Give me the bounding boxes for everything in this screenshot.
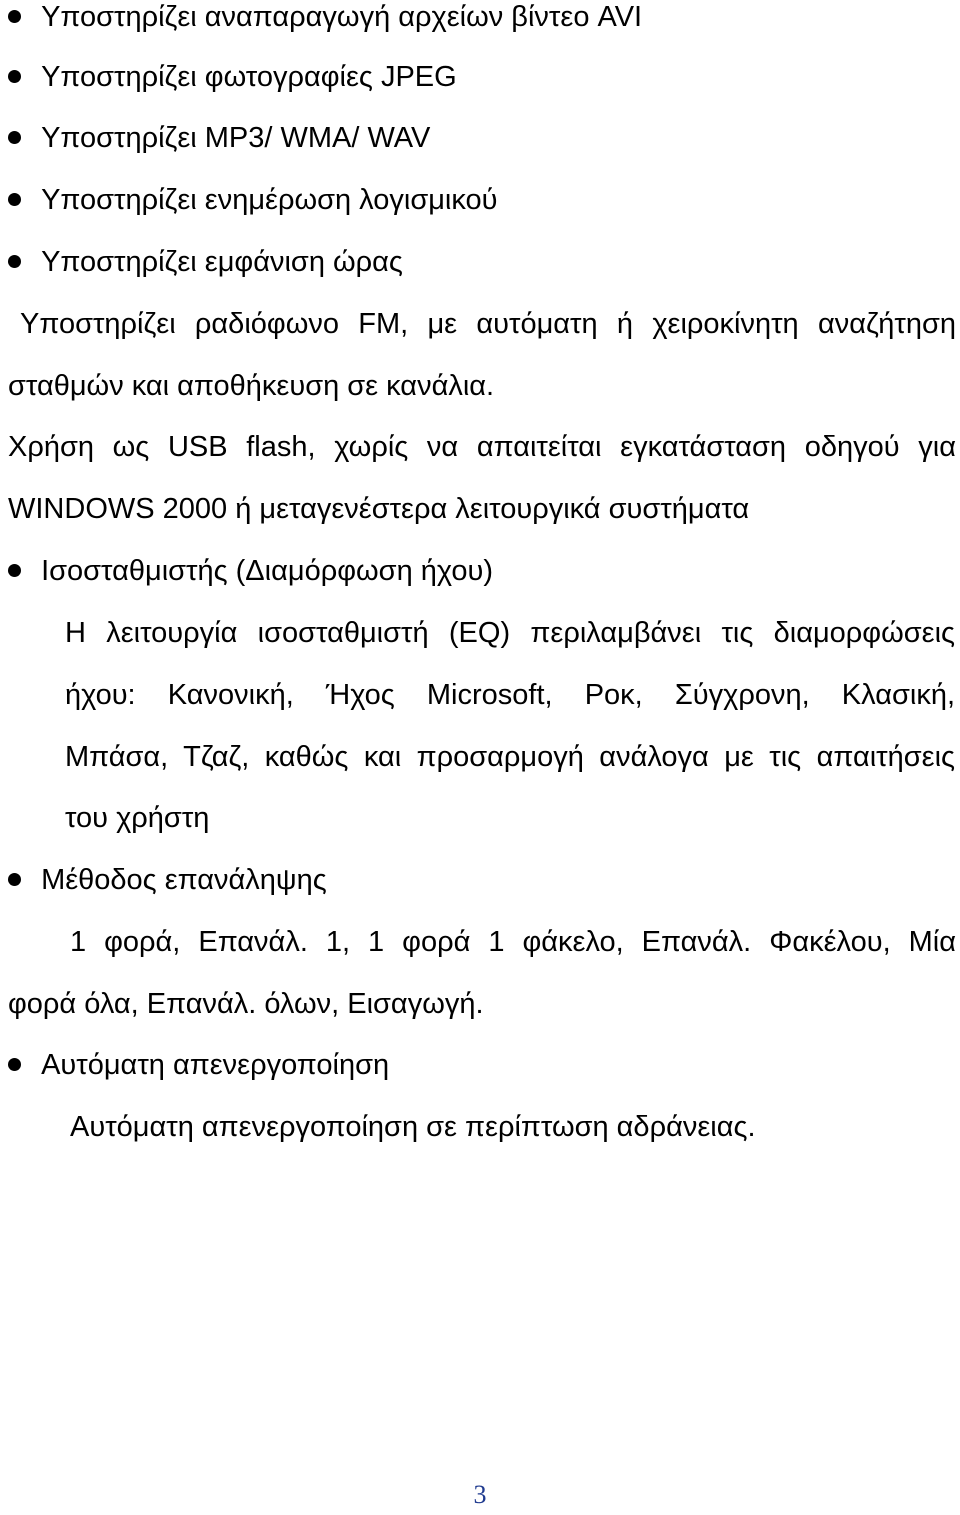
bullet-text: Υποστηρίζει φωτογραφίες JPEG [41, 61, 457, 93]
bullet-text: Υποστηρίζει αναπαραγωγή αρχείων βίντεο AVI [41, 1, 643, 33]
bullet-fm-radio [8, 307, 956, 342]
bullet-text: Υποστηρίζει ενημέρωση λογισμικού [41, 184, 498, 216]
bullet-dot-icon [8, 564, 21, 577]
page-number: 3 [473, 1480, 487, 1509]
bullet-dot-icon [8, 70, 21, 83]
bullet-avi [8, 0, 960, 34]
bullet-software-update [8, 183, 960, 217]
bullet-equalizer [8, 554, 960, 588]
bullet-dot-icon [8, 873, 21, 886]
bullet-dot-icon [8, 1058, 21, 1071]
bullet-jpeg [8, 60, 960, 94]
eq-line-3: Μπάσα, Τζαζ, καθώς και προσαρμογή ανάλογα με τις απαιτήσεις [65, 741, 955, 773]
bullet-text: Υποστηρίζει MP3/ WMA/ WAV [41, 122, 431, 154]
bullet-auto-power-off [8, 1048, 960, 1082]
repeat-line-2: φορά όλα, Επανάλ. όλων, Εισαγωγή. [8, 988, 484, 1020]
bullet-audio-formats [8, 121, 960, 155]
fm-line-1: Υποστηρίζει ραδιόφωνο FM, με αυτόματη ή χειροκίνητη αναζήτηση [20, 308, 956, 340]
eq-line-1: Η λειτουργία ισοσταθμιστή (EQ) περιλαμβάνει τις διαμορφώσεις [65, 617, 955, 649]
usb-line-2: WINDOWS 2000 ή μεταγενέστερα λειτουργικά συστήματα [8, 493, 750, 525]
bullet-dot-icon [8, 255, 21, 268]
bullet-repeat-method [8, 863, 960, 897]
equalizer-heading: Ισοσταθμιστής (Διαμόρφωση ήχου) [41, 555, 493, 587]
auto-off-heading: Αυτόματη απενεργοποίηση [41, 1049, 390, 1081]
eq-line-2: ήχου: Κανονική, Ήχος Microsoft, Ροκ, Σύγχρονη, Κλασική, [65, 679, 955, 711]
repeat-heading: Μέθοδος επανάληψης [41, 864, 327, 896]
bullet-text: Υποστηρίζει εμφάνιση ώρας [41, 246, 403, 278]
bullet-time-display [8, 245, 960, 279]
eq-line-4: του χρήστη [65, 802, 210, 834]
bullet-usb-flash [8, 430, 956, 465]
bullet-dot-icon [8, 10, 21, 23]
usb-line-1: Χρήση ως USB flash, χωρίς να απαιτείται εγκατάσταση οδηγού για [8, 431, 956, 463]
repeat-line-1: 1 φορά, Επανάλ. 1, 1 φορά 1 φάκελο, Επανάλ. Φακέλου, Μία [70, 926, 956, 958]
auto-off-line-1: Αυτόματη απενεργοποίηση σε περίπτωση αδράνειας. [70, 1111, 756, 1143]
fm-line-2: σταθμών και αποθήκευση σε κανάλια. [8, 370, 495, 402]
bullet-dot-icon [8, 193, 21, 206]
bullet-dot-icon [8, 131, 21, 144]
